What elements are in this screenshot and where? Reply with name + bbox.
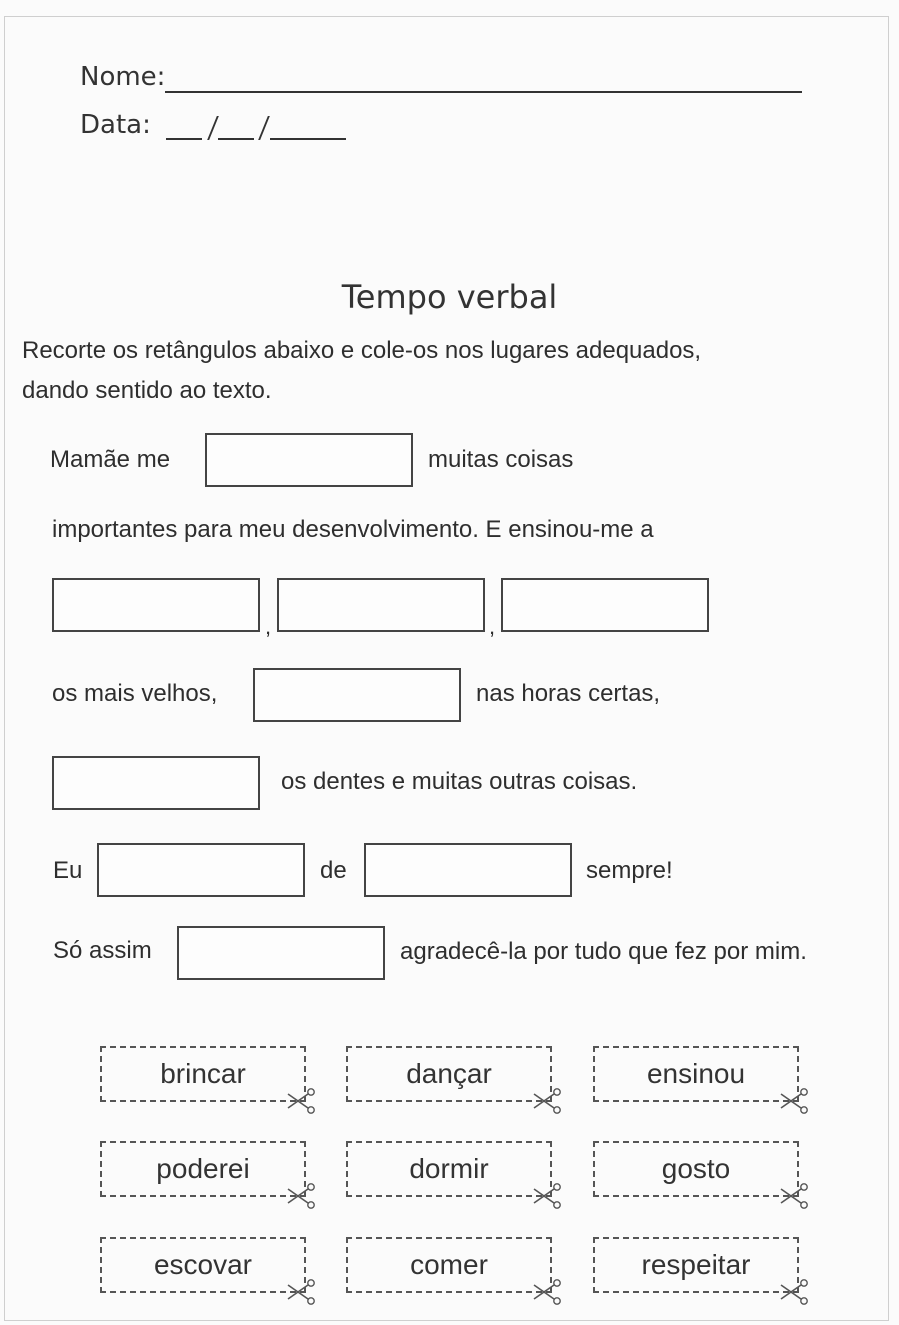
cutout-word: escovar	[100, 1237, 306, 1293]
text-eu: Eu	[53, 857, 83, 884]
comma-1: ,	[265, 614, 272, 639]
text-so-assim: Só assim	[53, 937, 152, 964]
cutout-word: brincar	[100, 1046, 306, 1102]
instruction-line-2: dando sentido ao texto.	[22, 377, 272, 404]
scissors-icon	[286, 1279, 316, 1307]
cutout-word: gosto	[593, 1141, 799, 1197]
blank-box-2	[52, 578, 260, 632]
blank-box-3	[277, 578, 485, 632]
scissors-icon	[532, 1183, 562, 1211]
blank-box-6	[52, 756, 260, 810]
text-agradece-la: agradecê-la por tudo que fez por mim.	[400, 938, 807, 965]
blank-box-4	[501, 578, 709, 632]
instruction-line-1: Recorte os retângulos abaixo e cole-os nos lugares adequados,	[22, 337, 702, 364]
scissors-icon	[532, 1088, 562, 1116]
cutout-word: respeitar	[593, 1237, 799, 1293]
text-muitas-coisas: muitas coisas	[428, 446, 574, 473]
text-mais-velhos: os mais velhos,	[52, 680, 218, 707]
scissors-icon	[779, 1183, 809, 1211]
page-title: Tempo verbal	[341, 278, 558, 316]
scissors-icon	[779, 1088, 809, 1116]
cutout-word: comer	[346, 1237, 552, 1293]
cutout-word: ensinou	[593, 1046, 799, 1102]
blank-box-9	[177, 926, 385, 980]
text-sempre: sempre!	[586, 857, 673, 884]
blank-box-8	[364, 843, 572, 897]
scissors-icon	[779, 1279, 809, 1307]
date-label: Data:	[80, 110, 151, 140]
scissors-icon	[286, 1183, 316, 1211]
blank-box-7	[97, 843, 305, 897]
blank-box-5	[253, 668, 461, 722]
name-label: Nome:	[80, 62, 166, 92]
cutout-word: poderei	[100, 1141, 306, 1197]
text-os-dentes: os dentes e muitas outras coisas.	[281, 768, 638, 795]
scissors-icon	[286, 1088, 316, 1116]
comma-2: ,	[489, 614, 496, 639]
cutout-word: dançar	[346, 1046, 552, 1102]
cutout-word: dormir	[346, 1141, 552, 1197]
text-importantes: importantes para meu desenvolvimento. E ensinou-me a	[52, 516, 654, 543]
text-mamae-me: Mamãe me	[50, 446, 171, 473]
text-horas-certas: nas horas certas,	[476, 680, 661, 707]
scissors-icon	[532, 1279, 562, 1307]
name-line	[165, 91, 802, 93]
text-de: de	[320, 857, 347, 884]
blank-box-1	[205, 433, 413, 487]
